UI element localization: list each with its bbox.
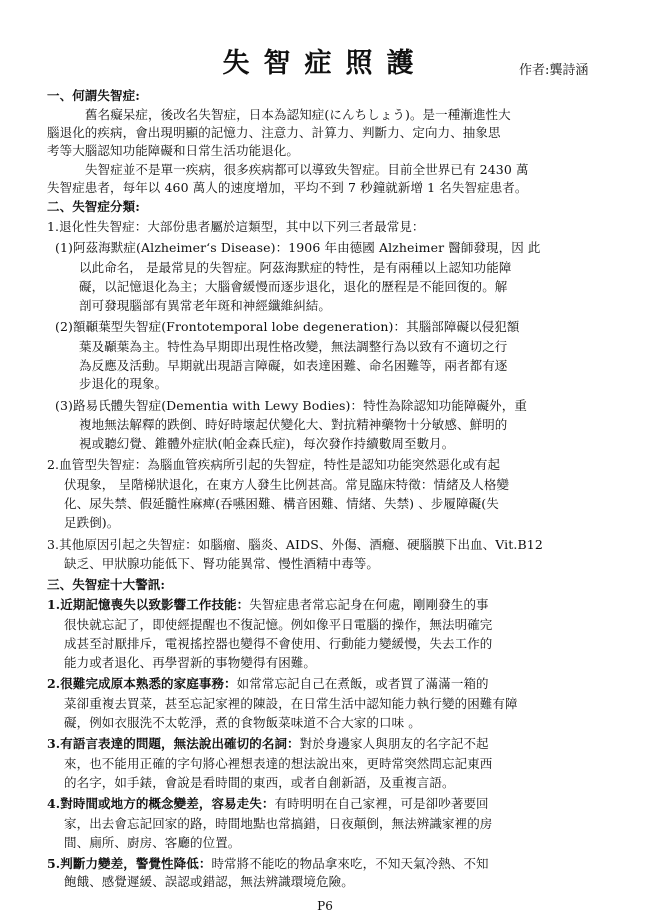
warning-sign-text: 對於身邊家人與朋友的名字記不起	[299, 736, 489, 751]
list-line: 伏現象， 呈階梯狀退化，在東方人發生比例甚高。常見臨床特徵：情緒及人格變	[64, 477, 510, 492]
warning-sign-title: 2.很難完成原本熟悉的家庭事務：	[47, 676, 237, 691]
list-line: 能力或者退化、再學習新的事物變得有困難。	[64, 655, 317, 670]
document-title: 失智症照護	[222, 48, 428, 79]
list-line: 來，也不能用正確的字句將心裡想表達的想法說出來，更時常突然問忘記東西	[64, 756, 493, 771]
paragraph-line: 失智症患者，每年以 460 萬人的速度增加，平均不到 7 秒鐘就新增 1 名失智症患者。	[47, 180, 528, 195]
sub-list-line: 步退化的現象。	[79, 376, 168, 391]
list-line: 間、廁所、廚房、客廳的位置。	[64, 835, 241, 850]
warning-sign-text: 失智症患者常忘記身在何處，剛剛發生的事	[249, 597, 489, 612]
section-3-heading: 三、失智症十大警訊:	[47, 577, 166, 592]
sub-list-line: 葉及顳葉為主。特性為早期即出現性格改變，無法調整行為以致有不適切之行	[79, 339, 508, 354]
paragraph-line: 失智症並不是單一疾病，很多疾病都可以導致失智症。目前全世界已有 2430 萬	[85, 162, 529, 177]
sub-list-item: (3)路易氏體失智症(Dementia with Lewy Bodies)：特性為除認知功能障礙外，重	[55, 398, 527, 413]
paragraph-line: 腦退化的疾病，會出現明顯的記憶力、注意力、計算力、判斷力、定向力、抽象思	[47, 125, 501, 140]
list-line: 化、尿失禁、假延髓性麻痺(吞嚥困難、構音困難、情緒、失禁) 、步履障礙(失	[64, 496, 499, 511]
paragraph-line: 舊名癡呆症，後改名失智症，日本為認知症(にんちしょう)。是一種漸進性大	[85, 107, 511, 122]
section-2-heading: 二、失智症分類:	[47, 199, 140, 214]
list-line: 成甚至討厭排斥，電視搖控器也變得不會使用、行動能力變緩慢，失去工作的	[64, 636, 493, 651]
warning-sign-title: 3.有語言表達的問題，無法說出確切的名詞：	[47, 736, 300, 751]
sub-list-line: 為反應及活動。早期就出現語言障礙，如表達困難、命名困難等，兩者都有逐	[79, 358, 508, 373]
sub-list-line: 礙，以記憶退化為主；大腦會緩慢而逐步退化，退化的歷程是不能回復的。解	[79, 279, 508, 294]
warning-sign-title: 1.近期記憶喪失以致影響工作技能：	[47, 597, 250, 612]
list-item	[47, 675, 489, 693]
list-item	[47, 596, 489, 614]
sub-list-line: 視或聽幻覺、錐體外症狀(帕金森氏症)，每次發作持續數周至數月。	[79, 436, 455, 451]
page-number: P6	[317, 899, 333, 913]
author-name: 作者:龔詩涵	[519, 63, 589, 78]
list-line: 缺乏、甲狀腺功能低下、腎功能異常、慢性酒精中毒等。	[64, 556, 380, 571]
list-line: 的名字，如手錶，會說是看時間的東西，或者自創新語，及重複言語。	[64, 775, 455, 790]
sub-list-item: (2)額顳葉型失智症(Frontotemporal lobe degeneration)：其腦部障礙以侵犯額	[55, 319, 520, 334]
warning-sign-text: 有時明明在自己家裡，可是卻吵著要回	[274, 796, 489, 811]
list-item	[47, 795, 489, 813]
list-item	[47, 855, 489, 873]
list-item: 2.血管型失智症：為腦血管疾病所引起的失智症，特性是認知功能突然惡化或有起	[47, 457, 501, 472]
sub-list-item: (1)阿茲海默症(Alzheimer‘s Disease)：1906 年由德國 Alzheimer 醫師發現，因 此	[55, 240, 541, 255]
section-1-heading: 一、何謂失智症:	[47, 88, 140, 103]
warning-sign-title: 4.對時間或地方的概念變差，容易走失：	[47, 796, 275, 811]
list-line: 很快就忘記了，即使經提醒也不復記憶。例如像平日電腦的操作，無法明確完	[64, 617, 493, 632]
list-item: 3.其他原因引起之失智症：如腦瘤、腦炎、AIDS、外傷、酒癮、硬腦膜下出血、Vit.B12	[47, 537, 543, 552]
list-line: 菜卻重複去買菜，甚至忘記家裡的陳設，在日常生活中認知能力執行變的困難有障	[64, 696, 518, 711]
list-item: 1.退化性失智症：大部份患者屬於這類型，其中以下列三者最常見：	[47, 219, 425, 234]
list-line: 礙，例如衣服洗不太乾淨，煮的食物飯菜味道不合大家的口味 。	[64, 715, 421, 730]
sub-list-line: 以此命名， 是最常見的失智症。阿茲海默症的特性，是有兩種以上認知功能障	[79, 260, 512, 275]
warning-sign-text: 時常將不能吃的物品拿來吃，不知天氣冷熱、不知	[211, 856, 489, 871]
sub-list-line: 剖可發現腦部有異常老年斑和神經纖維糾結。	[79, 298, 332, 313]
warning-sign-title: 5.判斷力變差，警覺性降低：	[47, 856, 212, 871]
sub-list-line: 複地無法解釋的跌倒、時好時壞起伏變化大、對抗精神藥物十分敏感、鮮明的	[79, 417, 508, 432]
paragraph-line: 考等大腦認知功能障礙和日常生活功能退化。	[47, 143, 300, 158]
list-line: 家，出去會忘記回家的路，時間地點也常搞錯，日夜顛倒，無法辨識家裡的房	[64, 816, 493, 831]
list-line: 足跌倒)。	[64, 515, 120, 530]
list-line: 飽餓、感覺遲緩、誤認或錯認，無法辨識環境危險。	[64, 874, 354, 889]
warning-sign-text: 如常常忘記自己在煮飯，或者買了滿滿一箱的	[236, 676, 489, 691]
list-item	[47, 735, 489, 753]
